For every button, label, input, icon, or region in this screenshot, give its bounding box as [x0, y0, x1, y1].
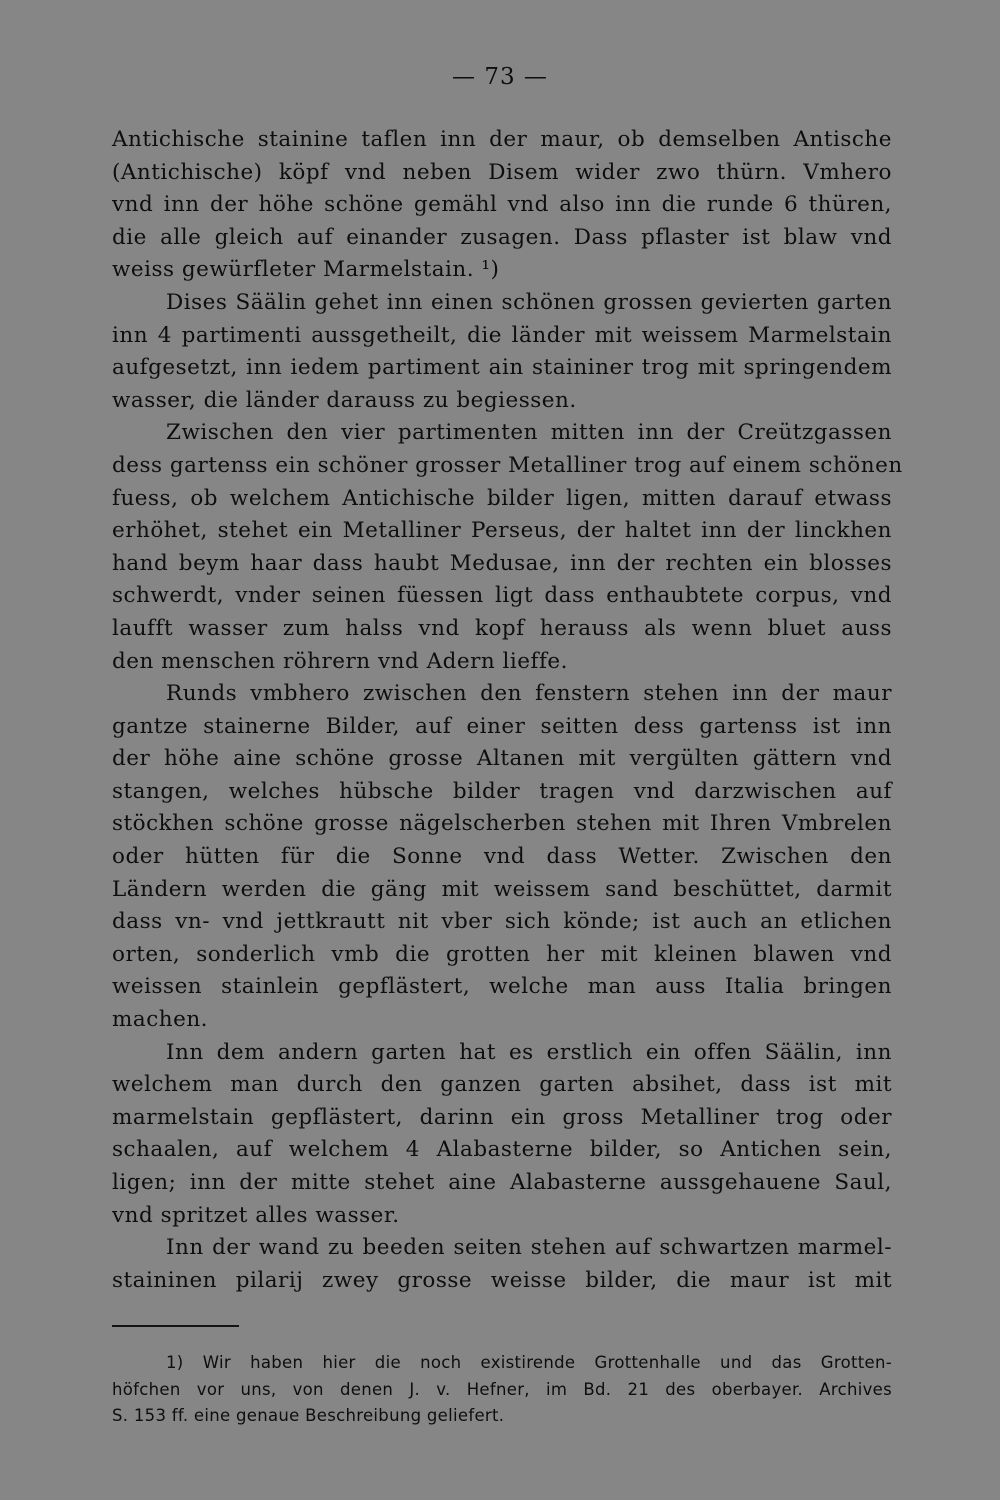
text-line: Inn dem andern garten hat es erstlich ein offen Säälin, inn — [166, 1039, 892, 1065]
text-line: weiss gewürfleter Marmelstain. ¹) — [112, 257, 500, 283]
text-line: Antichische stainine taflen inn der maur, ob demselben Antische — [112, 127, 892, 152]
text-line: hand beym haar dass haubt Medusae, inn der rechten ein blosses — [112, 550, 892, 576]
text-line: ligen; inn der mitte stehet aine Alabasterne aussgehauene Saul, — [112, 1170, 892, 1195]
text-line: Inn der wand zu beeden seiten stehen auf schwartzen marmel- — [166, 1235, 892, 1261]
text-line: stöckhen schöne grosse nägelscherben stehen mit Ihren Vmbrelen — [112, 811, 892, 837]
text-line: weissen stainlein gepflästert, welche man auss Italia bringen — [112, 974, 892, 1000]
text-line: machen. — [112, 1007, 208, 1033]
text-line: Runds vmbhero zwischen den fenstern stehen inn der maur — [166, 681, 892, 707]
text-line: vnd spritzet alles wasser. — [112, 1202, 400, 1228]
paragraph — [112, 678, 892, 1037]
text-line: gantze stainerne Bilder, auf einer seitten dess gartenss ist inn — [112, 713, 892, 739]
paragraph — [112, 287, 892, 417]
text-line: die alle gleich auf einander zusagen. Dass pflaster ist blaw vnd — [112, 224, 892, 250]
text-line: schaalen, auf welchem 4 Alabasterne bilder, so Antichen sein, — [112, 1137, 892, 1163]
footnote-line: höfchen vor uns, von denen J. v. Hefner, im Bd. 21 des oberbayer. Archives — [112, 1379, 892, 1399]
text-line: wasser, die länder darauss zu begiessen. — [112, 387, 577, 413]
footnote-line: 1) Wir haben hier die noch existirende Grottenhalle und das Grotten- — [166, 1353, 892, 1372]
paragraph — [112, 1037, 892, 1233]
text-line: dass vn- vnd jettkrautt nit vber sich könde; ist auch an etlichen — [112, 909, 892, 935]
footnote-divider — [112, 1325, 239, 1327]
text-line: schwerdt, vnder seinen füessen ligt dass enthaubtete corpus, vnd — [112, 583, 892, 609]
body-text — [112, 124, 903, 1297]
text-line: vnd inn der höhe schöne gemähl vnd also inn die runde 6 thüren, — [112, 192, 892, 218]
text-line: fuess, ob welchem Antichische bilder ligen, mitten darauf etwass — [112, 485, 892, 511]
text-line: aufgesetzt, inn iedem partiment ain staininer trog mit springendem — [112, 355, 892, 381]
footnote-line: S. 153 ff. eine genaue Beschreibung geliefert. — [112, 1406, 505, 1425]
text-line: staininen pilarij zwey grosse weisse bilder, die maur ist mit — [112, 1267, 892, 1293]
text-line: laufft wasser zum halss vnd kopf herauss als wenn bluet auss — [112, 615, 892, 641]
text-line: Ländern werden die gäng mit weissem sand beschüttet, darmit — [112, 876, 892, 902]
text-line: dess gartenss ein schöner grosser Metalliner trog auf einem schönen — [112, 452, 903, 478]
text-line: welchem man durch den ganzen garten absihet, dass ist mit — [112, 1072, 892, 1098]
text-line: marmelstain gepflästert, darinn ein gross Metalliner trog oder — [112, 1104, 892, 1130]
text-line: orten, sonderlich vmb die grotten her mit kleinen blawen vnd — [112, 941, 892, 967]
text-line: inn 4 partimenti aussgetheilt, die länder mit weissem Marmelstain — [112, 322, 892, 348]
text-line: erhöhet, stehet ein Metalliner Perseus, der haltet inn der linckhen — [112, 518, 892, 544]
text-line: Dises Säälin gehet inn einen schönen grossen gevierten garten — [166, 289, 892, 315]
text-line: oder hütten für die Sonne vnd dass Wetter. Zwischen den — [112, 844, 892, 870]
paragraph — [112, 1232, 892, 1297]
text-line: den menschen röhrern vnd Adern lieffe. — [112, 648, 568, 674]
text-line: stangen, welches hübsche bilder tragen vnd darzwischen auf — [112, 778, 892, 804]
text-line: der höhe aine schöne grosse Altanen mit vergülten gättern vnd — [112, 746, 892, 772]
paragraph — [112, 124, 892, 287]
paragraph — [112, 417, 903, 678]
footnote — [112, 1350, 892, 1430]
text-line: (Antichische) köpf vnd neben Disem wider zwo thürn. Vmhero — [112, 159, 892, 185]
page-number: — 73 — — [452, 64, 548, 90]
text-line: Zwischen den vier partimenten mitten inn der Creützgassen — [166, 420, 892, 446]
